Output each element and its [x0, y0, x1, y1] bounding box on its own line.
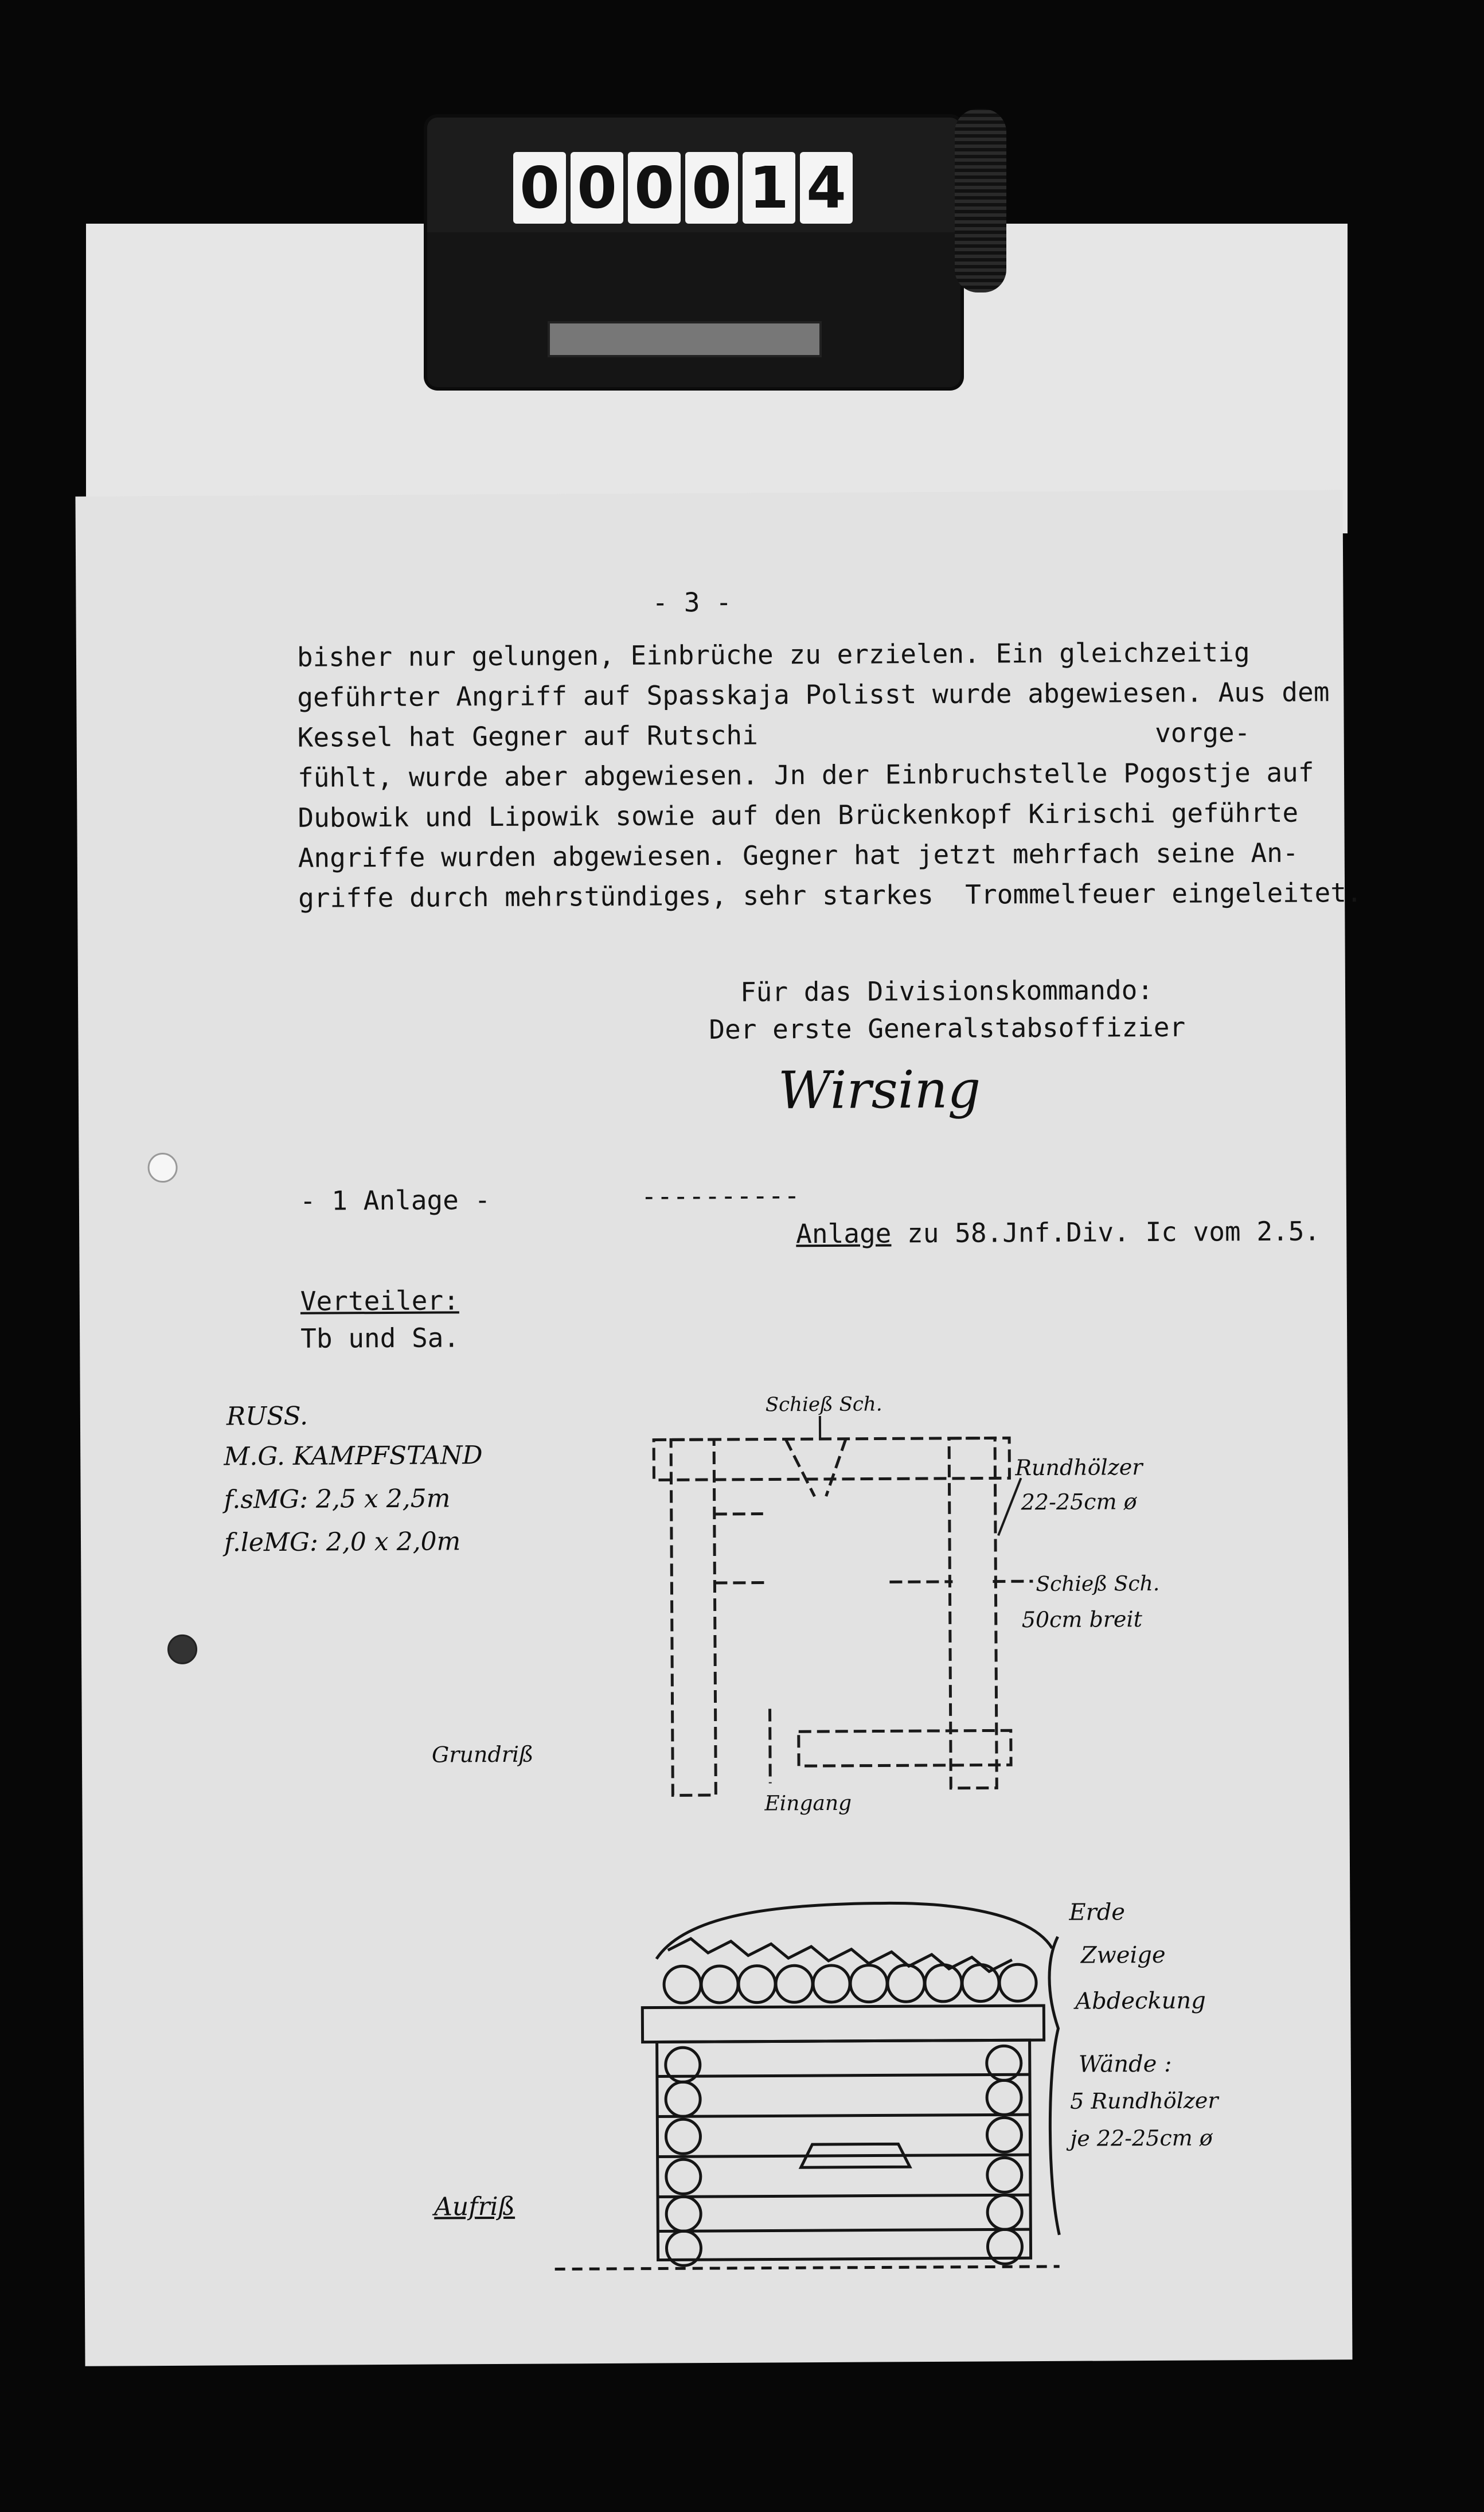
label-schiess-2: 50cm breit [1021, 1606, 1143, 1633]
label-schiess-1: Schieß Sch. [1036, 1571, 1160, 1597]
body-line: bisher nur gelungen, Einbrüche zu erzielen. Ein gleichzeitig [296, 637, 1250, 673]
signature-line-1: Für das Divisionskommando: [740, 974, 1154, 1008]
separator-line: ---------- [641, 1180, 800, 1212]
signature-line-2: Der erste Generalstabsoffizier [709, 1011, 1186, 1046]
label-zweige: Zweige [1080, 1941, 1166, 1969]
counter-digits [513, 152, 857, 224]
label-rundhoelzer-2: 22-25cm ø [1021, 1489, 1137, 1515]
label-grundriss: Grundriß [431, 1741, 534, 1768]
anlage-rest: zu 58.Jnf.Div. Ic vom 2.5. [891, 1215, 1321, 1249]
body-line: Angriffe wurden abgewiesen. Gegner hat jetzt mehrfach seine An- [298, 837, 1299, 873]
label-waende-3: je 22-25cm ø [1070, 2125, 1213, 2151]
counter-digit: 1 [743, 152, 795, 224]
body-line: fühlt, wurde aber abgewiesen. Jn der Einbruchstelle Pogostje auf [297, 756, 1314, 793]
distribution-value: Tb und Sa. [300, 1322, 460, 1354]
sketch-title-2: M.G. KAMPFSTAND [224, 1441, 483, 1472]
label-eingang: Eingang [764, 1791, 852, 1816]
frame-counter [427, 118, 960, 387]
counter-digit: 0 [628, 152, 681, 224]
distribution-title: Verteiler: [300, 1285, 459, 1317]
sketch-title-1: RUSS. [226, 1401, 308, 1431]
label-erde: Erde [1069, 1899, 1126, 1926]
counter-digit: 4 [800, 152, 853, 224]
label-waende-2: 5 Rundhölzer [1070, 2088, 1219, 2114]
body-line: Kessel hat Gegner auf Rutschi vorge- [297, 717, 1251, 753]
label-aufriss: Aufriß [434, 2191, 516, 2222]
body-line: geführter Angriff auf Spasskaja Polisst wurde abgewiesen. Aus dem [297, 676, 1330, 713]
signature: Wirsing [778, 1059, 981, 1121]
label-schiess-top: Schieß Sch. [765, 1392, 882, 1417]
counter-knob [955, 109, 1006, 292]
label-waende-1: Wände : [1078, 2050, 1172, 2078]
plan-sketch [75, 490, 1352, 2366]
page-number: - 3 - [652, 586, 732, 618]
body-line: griffe durch mehrstündiges, sehr starkes Trommelfeuer eingeleitet. [298, 877, 1362, 914]
label-abdeckung: Abdeckung [1075, 1987, 1206, 2015]
sketch-title-4: f.leMG: 2,0 x 2,0m [224, 1527, 461, 1558]
enclosure-note: - 1 Anlage - [299, 1184, 491, 1216]
body-line: Dubowik und Lipowik sowie auf den Brückenkopf Kirischi geführte [298, 797, 1299, 833]
counter-digit: 0 [513, 152, 566, 224]
sketch-title-3: f.sMG: 2,5 x 2,5m [224, 1484, 451, 1515]
counter-digit: 0 [571, 152, 623, 224]
label-rundhoelzer-1: Rundhölzer [1015, 1454, 1143, 1481]
counter-label-plate [548, 321, 822, 357]
counter-digit: 0 [685, 152, 738, 224]
document-page [75, 490, 1362, 2366]
anlage-word: Anlage [796, 1218, 892, 1250]
